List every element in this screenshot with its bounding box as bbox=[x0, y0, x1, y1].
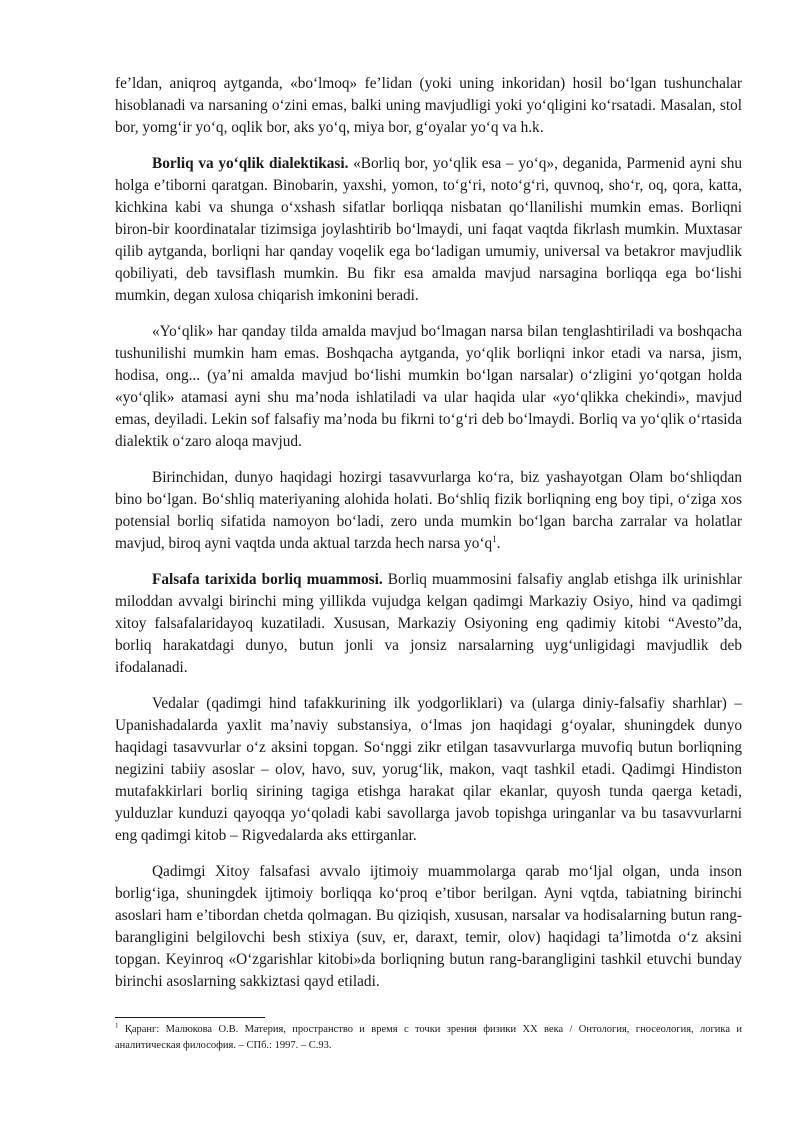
footnote-reference[interactable]: 1 bbox=[492, 533, 497, 544]
paragraph-text: Borliq muammosini falsafiy anglab etishga ilk urinishlar miloddan avvalgi birinchi ming yillikda vujudga kelgan qadimgi Markaziy Osiyo, hind va qadimgi xitoy falsafalaridayoq kuzatiladi. Xususan, Markaziy Osiyoning eng qadimiy kitobi “Avesto”da, borliq harakatdagi dunyo, butun jonli va jonsiz narsalarning uyg‘unligidagi mavjudlik deb ifodalanadi. bbox=[115, 571, 742, 676]
footnote bbox=[115, 1022, 742, 1054]
paragraph bbox=[115, 467, 742, 555]
paragraph-text: Qadimgi Xitoy falsafasi avvalo ijtimoiy muammolarga qarab mo‘ljal olgan, unda inson borlig‘iga, shuningdek ijtimoiy borliqqa ko‘proq e’tibor berilgan. Ayni vqtda, tabiatning birinchi asoslari ham e’tibordan chetda qolmagan. Bu qiziqish, xususan, narsalar va hodisalarning butun rang-barangligini belgilovchi besh stixiya (suv, er, daraxt, temir, olov) haqidagi ta’limotda o‘z aksini topgan. Keyinroq «O‘zgarishlar kitobi»da borliqning butun rang-barangligini tashkil etuvchi bunday birinchi asoslarning sakkiztasi qayd etiladi. bbox=[115, 863, 742, 990]
paragraph bbox=[115, 153, 742, 307]
body-text bbox=[115, 73, 742, 1007]
paragraph-text: Birinchidan, dunyo haqidagi hozirgi tasavvurlarga ko‘ra, biz yashayotgan Olam bo‘shliqdan bino bo‘lgan. Bo‘shliq materiyaning alohida holati. Bo‘shliq fizik borliqning eng boy tipi, o‘ziga xos potensial borliq sifatida namoyon bo‘ladi, zero unda mumkin bo‘lgan barcha zarralar va holatlar mavjud, biroq ayni vaqtda unda aktual tarzda hech narsa yo‘q bbox=[115, 469, 742, 552]
paragraph bbox=[115, 321, 742, 453]
paragraph-text: «Yo‘qlik» har qanday tilda amalda mavjud bo‘lmagan narsa bilan tenglashtiriladi va boshqacha tushunilishi mumkin ham emas. Boshqacha aytganda, yo‘qlik borliqni inkor etadi va narsa, jism, hodisa, ong... (ya’ni amalda mavjud bo‘lishi mumkin bo‘lgan narsalar) o‘zligini yo‘qotgan holda «yo‘qlik» atamasi ayni shu ma’noda ishlatiladi va ular haqida ular «yo‘qlikka chekindi», mavjud emas, deyiladi. Lekin sof falsafiy ma’noda bu fikrni to‘g‘ri deb bo‘lmaydi. Borliq va yo‘qlik o‘rtasida dialektik o‘zaro aloqa mavjud. bbox=[115, 323, 742, 450]
paragraph bbox=[115, 73, 742, 139]
footnote-marker: 1 bbox=[115, 1021, 119, 1030]
paragraph bbox=[115, 569, 742, 679]
paragraph-text: «Borliq bor, yo‘qlik esa – yo‘q», deganida, Parmenid ayni shu holga e’tiborni qaratgan. Binobarin, yaxshi, yomon, to‘g‘ri, noto‘g‘ri, quvnoq, sho‘r, oq, qora, katta, kichkina kabi va shunga o‘xshash sifatlar borliqqa nisbatan qo‘llanilishi mumkin emas. Borliqni biron-bir koordinatalar tizimsiga joylashtirib bo‘lmaydi, uni faqat vaqtda fikrlash mumkin. Muxtasar qilib aytganda, borliqni har qanday voqelik ega bo‘ladigan umumiy, universal va betakror mavjudlik qobiliyati, deb tavsiflash mumkin. Bu fikr esa amalda mavjud narsagina borliqqa ega bo‘lishi mumkin, degan xulosa chiqarish imkonini beradi. bbox=[115, 155, 742, 304]
footnote-text: Қаранг: Малюкова О.В. Материя, пространство и время с точки зрения физики ХХ века / Онтология, гносеология, логика и аналитическая философия. – СПб.: 1997. – С.93. bbox=[115, 1024, 742, 1051]
paragraph-text: Vedalar (qadimgi hind tafakkurining ilk yodgorliklari) va (ularga diniy-falsafiy sharhlar) – Upanishadalarda yaxlit ma’naviy substansiya, o‘lmas jon haqidagi g‘oyalar, shuningdek dunyo haqidagi tasavvurlar o‘z aksini topgan. So‘nggi zikr etilgan tasavvurlarga muvofiq butun borliqning negizini tabiiy asoslar – olov, havo, suv, yorug‘lik, makon, vaqt tashkil etadi. Qadimgi Hindiston mutafakkirlari borliq sirining tagiga etishga harakat qilar ekanlar, quyosh tunda qaerga ketadi, yulduzlar kunduzi qayoqqa yo‘qoladi kabi savollarga javob topishga uringanlar va bu tasavvurlarni eng qadimgi kitob – Rigvedalarda aks ettirganlar. bbox=[115, 695, 742, 844]
footnote-separator bbox=[115, 1017, 265, 1018]
section-heading: Falsafa tarixida borliq muammosi. bbox=[152, 571, 383, 588]
paragraph-text: fe’ldan, aniqroq aytganda, «bo‘lmoq» fe’lidan (yoki uning inkoridan) hosil bo‘lgan tushunchalar hisoblanadi va narsaning o‘zini emas, balki uning mavjudligi yoki yo‘qligini ko‘rsatadi. Masalan, stol bor, yomg‘ir yo‘q, oqlik bor, aks yo‘q, miya bor, g‘oyalar yo‘q va h.k. bbox=[115, 75, 742, 136]
paragraph-text-end: . bbox=[496, 535, 501, 552]
section-heading: Borliq va yo‘qlik dialektikasi. bbox=[152, 155, 349, 172]
paragraph bbox=[115, 693, 742, 847]
paragraph bbox=[115, 861, 742, 993]
